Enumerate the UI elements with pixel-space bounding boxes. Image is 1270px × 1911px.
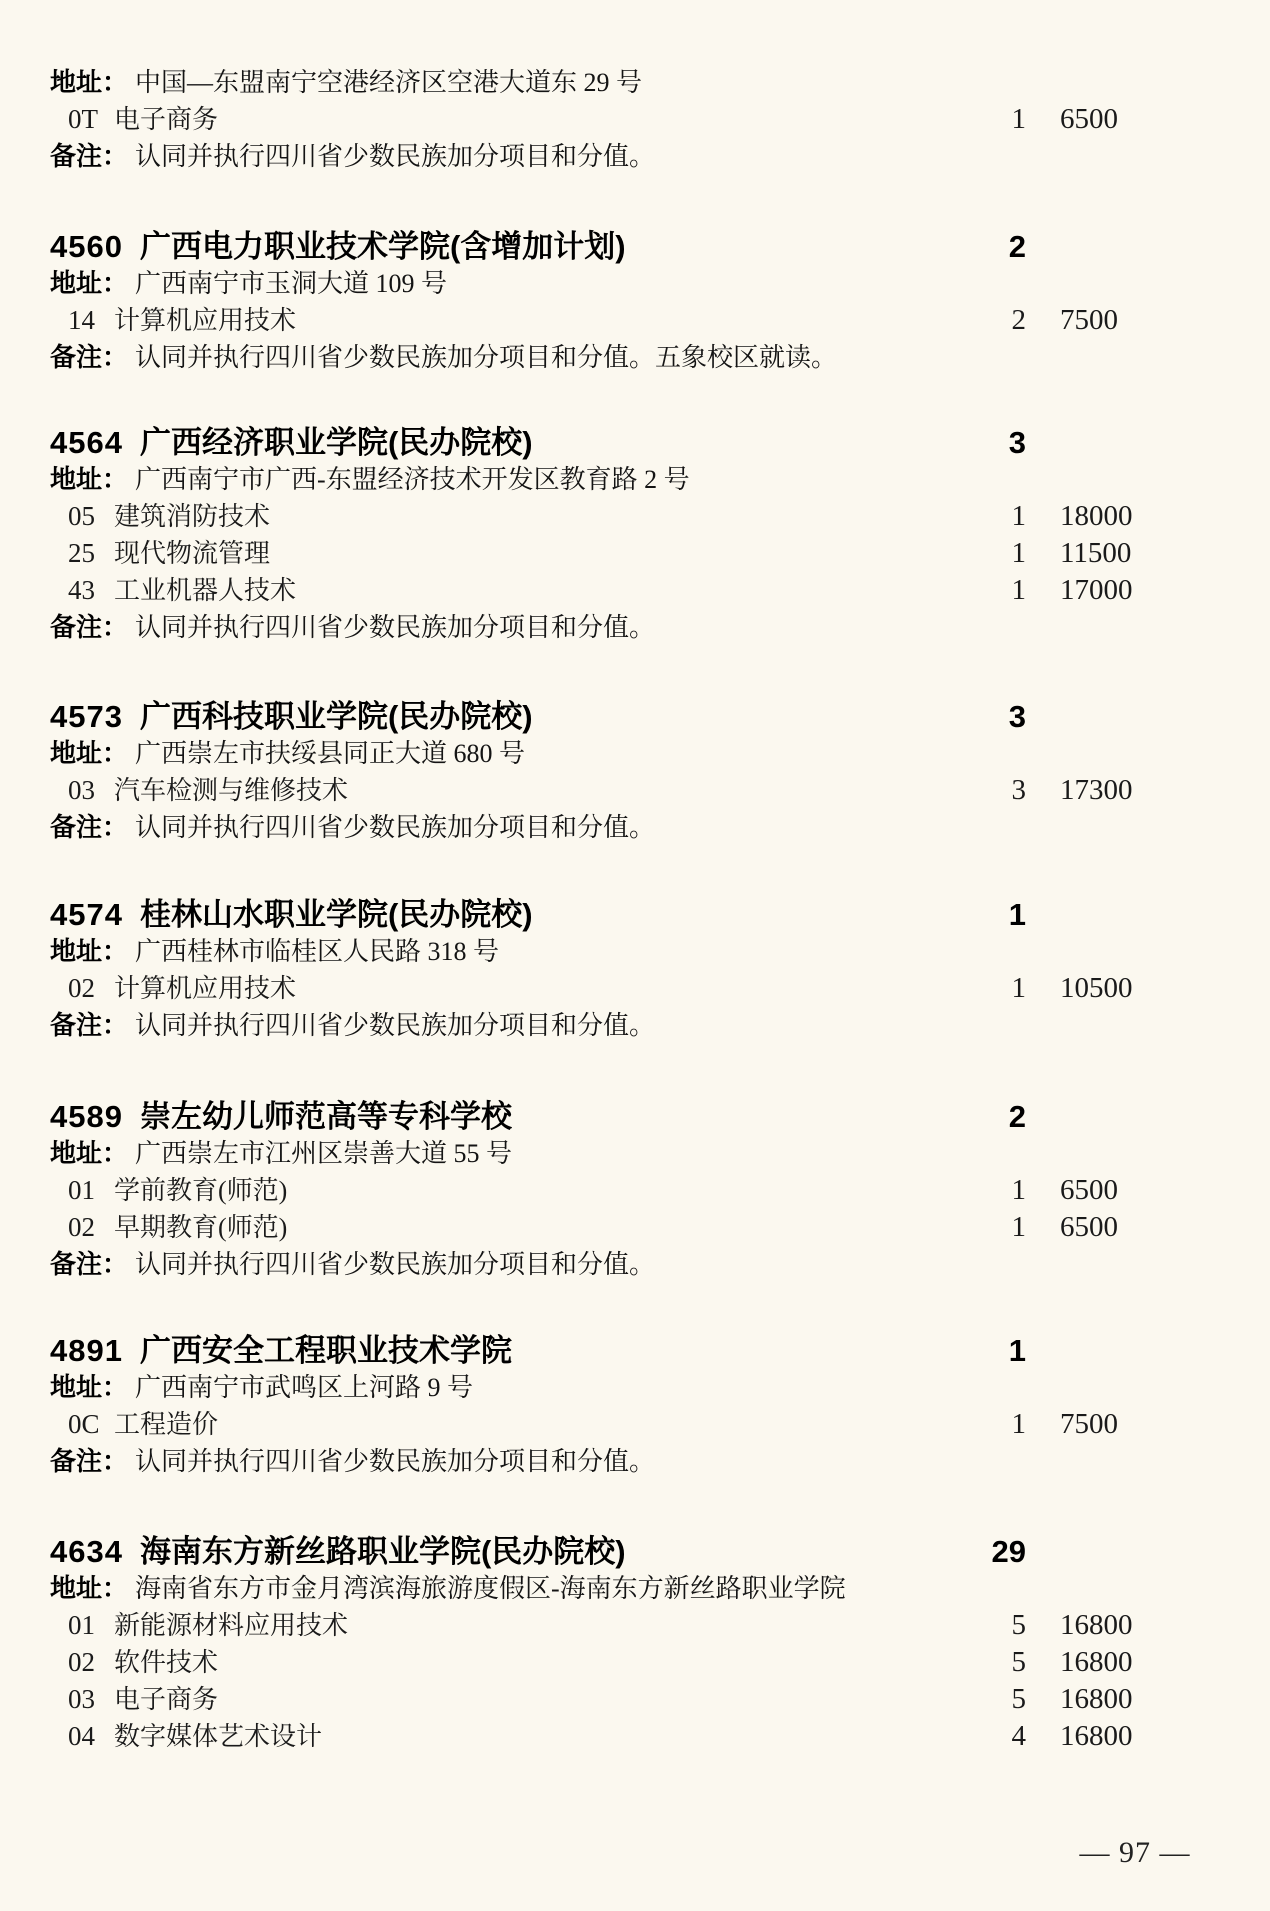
major-row [0, 970, 1270, 1007]
school-section-4634 [0, 1533, 1270, 1755]
major-count: 3 [1011, 774, 1026, 806]
school-plan-count: 3 [1008, 425, 1026, 460]
major-count: 1 [1011, 537, 1026, 569]
remark-text: 认同并执行四川省少数民族加分项目和分值。 [135, 1250, 656, 1279]
address-text: 广西南宁市武鸣区上河路 9 号 [135, 1373, 474, 1402]
address-label: 地址： [50, 1372, 129, 1402]
remark-line [0, 1443, 1270, 1480]
remark-text: 认同并执行四川省少数民族加分项目和分值。 [135, 142, 656, 171]
major-name: 现代物流管理 [114, 539, 271, 568]
school-name: 广西经济职业学院(民办院校) [139, 425, 533, 460]
major-code: 14 [68, 305, 95, 335]
major-count: 1 [1011, 1408, 1026, 1440]
page-number: — 97 — [1079, 1836, 1191, 1869]
major-row [0, 302, 1270, 339]
remark-text: 认同并执行四川省少数民族加分项目和分值。 [135, 1011, 656, 1040]
address-text: 广西桂林市临桂区人民路 318 号 [135, 937, 500, 966]
major-code: 25 [68, 538, 95, 568]
address-label: 地址： [50, 1138, 129, 1168]
major-fee: 16800 [1060, 1720, 1133, 1752]
major-code: 02 [68, 973, 95, 1003]
major-row [0, 772, 1270, 809]
school-plan-count: 1 [1008, 897, 1026, 932]
major-name: 计算机应用技术 [114, 306, 297, 335]
school-section-4589 [0, 1098, 1270, 1283]
major-name: 学前教育(师范) [114, 1176, 288, 1205]
major-row [0, 498, 1270, 535]
major-fee: 16800 [1060, 1646, 1133, 1678]
major-fee: 17300 [1060, 774, 1133, 806]
major-code: 01 [68, 1610, 95, 1640]
major-code: 43 [68, 575, 95, 605]
major-count: 5 [1011, 1646, 1026, 1678]
major-name: 软件技术 [114, 1648, 219, 1677]
major-row [0, 572, 1270, 609]
school-header-line [0, 1533, 1270, 1570]
school-plan-count: 3 [1008, 699, 1026, 734]
major-name: 数字媒体艺术设计 [114, 1722, 323, 1751]
remark-label: 备注： [50, 1010, 129, 1040]
address-line [0, 933, 1270, 970]
address-line [0, 1570, 1270, 1607]
remark-label: 备注： [50, 141, 129, 171]
address-text: 广西崇左市扶绥县同正大道 680 号 [135, 739, 526, 768]
school-plan-count: 29 [991, 1534, 1026, 1569]
major-fee: 16800 [1060, 1609, 1133, 1641]
school-name: 桂林山水职业学院(民办院校) [139, 897, 533, 932]
address-line [0, 1135, 1270, 1172]
remark-line [0, 138, 1270, 175]
major-code: 03 [68, 1684, 95, 1714]
school-section-4891 [0, 1332, 1270, 1480]
major-row [0, 1209, 1270, 1246]
address-text: 海南省东方市金月湾滨海旅游度假区-海南东方新丝路职业学院 [135, 1574, 846, 1603]
major-code: 02 [68, 1647, 95, 1677]
school-code: 4564 [50, 425, 123, 460]
major-code: 04 [68, 1721, 95, 1751]
major-fee: 17000 [1060, 574, 1133, 606]
school-code: 4574 [50, 897, 123, 932]
major-name: 电子商务 [114, 105, 219, 134]
remark-label: 备注： [50, 812, 129, 842]
school-header-line [0, 698, 1270, 735]
major-fee: 6500 [1060, 1174, 1118, 1206]
major-row [0, 1681, 1270, 1718]
school-plan-count: 2 [1008, 229, 1026, 264]
major-name: 早期教育(师范) [114, 1213, 288, 1242]
school-code: 4634 [50, 1534, 123, 1569]
remark-line [0, 809, 1270, 846]
address-text: 广西南宁市玉洞大道 109 号 [135, 269, 448, 298]
school-name: 海南东方新丝路职业学院(民办院校) [139, 1534, 626, 1569]
address-text: 广西崇左市江州区崇善大道 55 号 [135, 1139, 513, 1168]
school-name: 崇左幼儿师范高等专科学校 [139, 1099, 512, 1134]
school-section-4573 [0, 698, 1270, 846]
address-line [0, 265, 1270, 302]
address-line [0, 1369, 1270, 1406]
remark-text: 认同并执行四川省少数民族加分项目和分值。 [135, 1447, 656, 1476]
school-name: 广西安全工程职业技术学院 [139, 1333, 512, 1368]
major-row [0, 101, 1270, 138]
remark-text: 认同并执行四川省少数民族加分项目和分值。 [135, 813, 656, 842]
major-count: 1 [1011, 500, 1026, 532]
remark-line [0, 609, 1270, 646]
major-fee: 11500 [1060, 537, 1132, 569]
remark-line [0, 1246, 1270, 1283]
major-row [0, 1718, 1270, 1755]
address-label: 地址： [50, 464, 129, 494]
remark-line [0, 339, 1270, 376]
major-name: 电子商务 [114, 1685, 219, 1714]
remark-line [0, 1007, 1270, 1044]
remark-label: 备注： [50, 1446, 129, 1476]
school-name: 广西科技职业学院(民办院校) [139, 699, 533, 734]
school-header-line [0, 424, 1270, 461]
school-code: 4589 [50, 1099, 123, 1134]
major-count: 5 [1011, 1683, 1026, 1715]
address-text: 中国—东盟南宁空港经济区空港大道东 29 号 [135, 68, 643, 97]
remark-label: 备注： [50, 1249, 129, 1279]
major-fee: 6500 [1060, 103, 1118, 135]
major-count: 5 [1011, 1609, 1026, 1641]
major-row [0, 1172, 1270, 1209]
remark-text: 认同并执行四川省少数民族加分项目和分值。 [135, 613, 656, 642]
remark-text: 认同并执行四川省少数民族加分项目和分值。五象校区就读。 [135, 343, 838, 372]
major-row [0, 1644, 1270, 1681]
major-code: 03 [68, 775, 95, 805]
school-section-continuation [0, 64, 1270, 175]
major-code: 05 [68, 501, 95, 531]
major-fee: 16800 [1060, 1683, 1133, 1715]
major-fee: 7500 [1060, 304, 1118, 336]
remark-label: 备注： [50, 612, 129, 642]
school-section-4564 [0, 424, 1270, 646]
school-plan-count: 2 [1008, 1099, 1026, 1134]
major-count: 4 [1011, 1720, 1026, 1752]
school-plan-count: 1 [1008, 1333, 1026, 1368]
address-label: 地址： [50, 936, 129, 966]
major-fee: 7500 [1060, 1408, 1118, 1440]
remark-label: 备注： [50, 342, 129, 372]
school-name: 广西电力职业技术学院(含增加计划) [139, 229, 626, 264]
address-text: 广西南宁市广西-东盟经济技术开发区教育路 2 号 [135, 465, 690, 494]
major-count: 1 [1011, 103, 1026, 135]
major-count: 1 [1011, 972, 1026, 1004]
major-code: 02 [68, 1212, 95, 1242]
address-line [0, 735, 1270, 772]
school-code: 4560 [50, 229, 123, 264]
major-name: 工程造价 [114, 1410, 219, 1439]
major-code: 0T [68, 104, 98, 134]
address-label: 地址： [50, 268, 129, 298]
major-fee: 18000 [1060, 500, 1133, 532]
major-count: 1 [1011, 1174, 1026, 1206]
major-count: 1 [1011, 574, 1026, 606]
major-fee: 10500 [1060, 972, 1133, 1004]
address-line [0, 64, 1270, 101]
major-name: 建筑消防技术 [114, 502, 271, 531]
major-code: 01 [68, 1175, 95, 1205]
major-row [0, 535, 1270, 572]
address-line [0, 461, 1270, 498]
school-section-4574 [0, 896, 1270, 1044]
school-code: 4573 [50, 699, 123, 734]
school-header-line [0, 1098, 1270, 1135]
address-label: 地址： [50, 67, 129, 97]
major-code: 0C [68, 1409, 100, 1439]
major-name: 计算机应用技术 [114, 974, 297, 1003]
address-label: 地址： [50, 738, 129, 768]
school-code: 4891 [50, 1333, 123, 1368]
major-name: 工业机器人技术 [114, 576, 297, 605]
major-row [0, 1607, 1270, 1644]
major-count: 1 [1011, 1211, 1026, 1243]
major-count: 2 [1011, 304, 1026, 336]
school-section-4560 [0, 228, 1270, 376]
school-header-line [0, 1332, 1270, 1369]
major-name: 汽车检测与维修技术 [114, 776, 349, 805]
school-header-line [0, 896, 1270, 933]
major-name: 新能源材料应用技术 [114, 1611, 349, 1640]
address-label: 地址： [50, 1573, 129, 1603]
major-row [0, 1406, 1270, 1443]
major-fee: 6500 [1060, 1211, 1118, 1243]
school-header-line [0, 228, 1270, 265]
